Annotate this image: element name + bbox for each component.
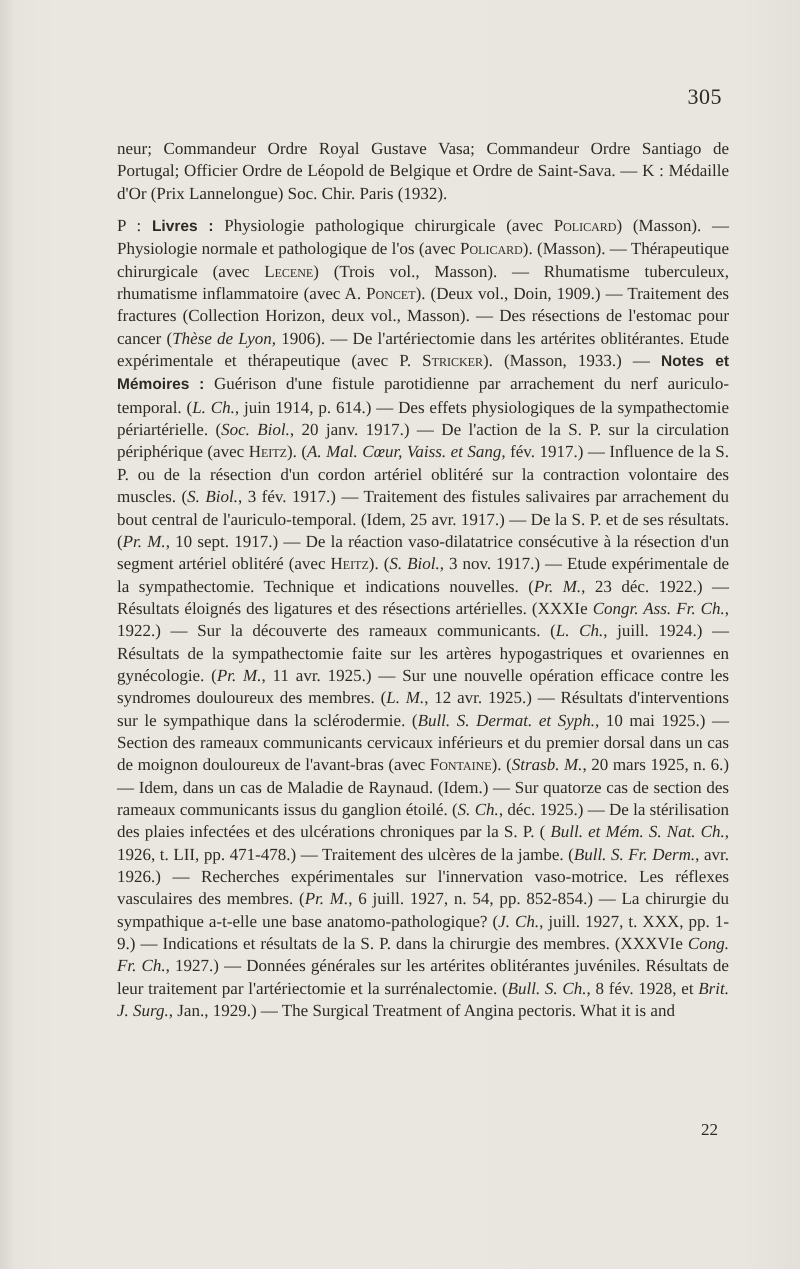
citation-source: Bull. S. Fr. Derm. bbox=[573, 844, 696, 864]
text-run: , 1922.) — Sur la découverte des rameaux communicants. ( bbox=[117, 598, 730, 641]
author-name: Lecene bbox=[264, 261, 314, 281]
text-run: , juill. 1927, t. XXX, pp. 1-9.) — Indications et résultats de la S. P. dans la chirurgie des membres. (XXXVIe bbox=[117, 911, 730, 954]
text-run: , 11 avr. 1925.) — Sur une nouvelle opération efficace contre les syndromes douloureux des membres. ( bbox=[117, 665, 729, 708]
text-run: , 10 mai 1925.) — Section des rameaux communicants cervicaux inférieurs et du premier dorsal dans un cas de moignon douloureux de l'avant-bras (avec bbox=[117, 710, 729, 775]
text-run: , juin 1914, p. 614.) — Des effets physiologiques de la sympathectomie périartérielle. ( bbox=[117, 397, 729, 440]
body-text bbox=[117, 138, 729, 1022]
author-name: Policard bbox=[553, 216, 617, 236]
text-run: P : bbox=[117, 216, 152, 236]
text-run: ). ( bbox=[368, 554, 390, 574]
text-run: ). (Masson, 1933.) — bbox=[482, 351, 661, 371]
text-run: , 3 fév. 1917.) — Traitement des fistules salivaires par arrachement du bout central de l'auriculo-temporal. (Idem, 25 avr. 1917.) — De la S. P. et de ses résultats. ( bbox=[117, 487, 729, 551]
citation-source: S. Ch. bbox=[457, 799, 499, 819]
citation-source: Pr. M. bbox=[304, 889, 349, 909]
citation-source: Bull. S. Ch. bbox=[507, 978, 587, 998]
text-run: , 20 mars 1925, n. 6.) — Idem, dans un cas de Maladie de Raynaud. (Idem.) — Sur quatorze cas de section des rameaux communicants issus du ganglion étoilé. ( bbox=[117, 755, 729, 819]
section-heading: Livres : bbox=[151, 218, 214, 236]
author-name: Fontaine bbox=[429, 755, 492, 775]
text-run: , 10 sept. 1917.) — De la réaction vaso-dilatatrice consécutive à la résection d'un segment artériel oblitéré (avec bbox=[117, 531, 730, 574]
author-name: Heitz bbox=[248, 442, 287, 462]
text-run: , 6 juill. 1927, n. 54, pp. 852-854.) — La chirurgie du sympathique a-t-elle une base anatomo-pathologique? ( bbox=[117, 889, 729, 931]
text-run: ). ( bbox=[491, 755, 512, 775]
text-run: , 8 fév. 1928, et bbox=[586, 978, 699, 998]
text-run: , Jan., 1929.) — The Surgical Treatment of Angina pectoris. What it is and bbox=[168, 1001, 675, 1021]
author-name: Poncet bbox=[366, 284, 416, 304]
signature-mark: 22 bbox=[701, 1120, 718, 1139]
citation-source: A. Mal. Cœur, Vaiss. et Sang bbox=[307, 442, 502, 462]
text-run: Guérison d'une fistule parotidienne par arrachement du nerf auriculo-temporal. ( bbox=[117, 374, 729, 417]
citation-source: Soc. Biol. bbox=[221, 420, 290, 440]
text-run: , fév. 1917.) — Influence de la S. P. ou de la résection d'un cordon artériel oblitéré sur la contraction volontaire des muscles. ( bbox=[117, 442, 729, 507]
citation-source: L. Ch. bbox=[555, 621, 604, 641]
text-run: , 23 déc. 1922.) — Résultats éloignés des ligatures et des résections artérielles. (XXXIe bbox=[117, 576, 729, 618]
text-run: Physiologie pathologique chirurgicale (avec bbox=[213, 216, 554, 236]
page-number: 305 bbox=[687, 84, 722, 109]
text-run: , juill. 1924.) — Résultats de la sympathectomie faite sur les artères hypogastriques et ovariennes en gynécologie. ( bbox=[117, 621, 729, 685]
citation-source: Strasb. M. bbox=[511, 755, 583, 775]
citation-source: Cong. Fr. Ch. bbox=[117, 934, 729, 976]
text-run: 1906). — De l'artériectomie dans les artérites oblitérantes. Etude expérimentale et thérapeutique (avec P. bbox=[117, 328, 729, 371]
citation-source: Congr. Ass. Fr. Ch. bbox=[592, 598, 725, 618]
citation-source: Brit. J. Surg. bbox=[117, 978, 729, 1021]
text-run: , 12 avr. 1925.) — Résultats d'interventions sur le sympathique dans la sclérodermie. ( bbox=[117, 688, 730, 730]
paragraph bbox=[117, 138, 729, 205]
citation-source: Bull. et Mém. S. Nat. Ch. bbox=[550, 822, 725, 842]
paragraph bbox=[117, 215, 729, 1022]
text-run: ) (Masson). — Physiologie normale et pathologique de l'os (avec bbox=[117, 216, 729, 259]
citation-source: Bull. S. Dermat. et Syph. bbox=[417, 710, 595, 730]
citation-source: J. Ch. bbox=[498, 911, 540, 931]
author-name: Policard bbox=[460, 239, 523, 259]
text-run: , avr. 1926.) — Recherches expérimentales sur l'innervation vaso-motrice. Les réflexes vasculaires des membres. ( bbox=[117, 844, 729, 909]
citation-source: S. Biol. bbox=[389, 554, 440, 574]
citation-source: L. Ch. bbox=[192, 397, 235, 417]
citation-source: Pr. M. bbox=[533, 576, 582, 596]
text-run: , 3 nov. 1917.) — Etude expérimentale de la sympathectomie. Technique et indications nouvelles. ( bbox=[117, 554, 729, 596]
citation-source: Pr. M. bbox=[216, 665, 262, 685]
author-name: Stricker bbox=[422, 351, 483, 371]
text-run: neur; Commandeur Ordre Royal Gustave Vasa; Commandeur Ordre Santiago de Portugal; Officier Ordre de Léopold de Belgique et Ordre de Saint-Sava. — K : Médaille d'Or (Prix Lannelongue) Soc. Chir. Paris (1932). bbox=[117, 139, 729, 203]
text-run: , 1926, t. LII, pp. 471-478.) — Traitement des ulcères de la jambe. ( bbox=[117, 822, 730, 864]
citation-source: Pr. M. bbox=[122, 531, 166, 551]
text-run: , déc. 1925.) — De la stérilisation des plaies infectées et des ulcérations chroniques par la S. P. ( bbox=[117, 799, 729, 842]
text-run: ). (Masson). — Thérapeutique chirurgicale (avec bbox=[117, 239, 729, 281]
text-run: , 1927.) — Données générales sur les artérites oblitérantes juvéniles. Résultats de leur traitement par l'artériectomie et la surrénalectomie. ( bbox=[117, 956, 729, 998]
section-heading: Notes et Mémoires : bbox=[117, 353, 729, 394]
citation-source: S. Biol. bbox=[187, 487, 238, 507]
text-run: ) (Trois vol., Masson). — Rhumatisme tuberculeux, rhumatisme inflammatoire (avec A. bbox=[117, 261, 729, 304]
text-run: , 20 janv. 1917.) — De l'action de la S. P. sur la circulation périphérique (avec bbox=[117, 420, 729, 462]
citation-source: Thèse de Lyon, bbox=[172, 328, 277, 348]
citation-source: L. M. bbox=[386, 688, 425, 708]
author-name: Heitz bbox=[330, 554, 369, 574]
text-run: ). (Deux vol., Doin, 1909.) — Traitement des fractures (Collection Horizon, deux vol., Masson). — Des résections de l'estomac pour cancer ( bbox=[117, 284, 729, 348]
text-run: ). ( bbox=[286, 442, 308, 462]
